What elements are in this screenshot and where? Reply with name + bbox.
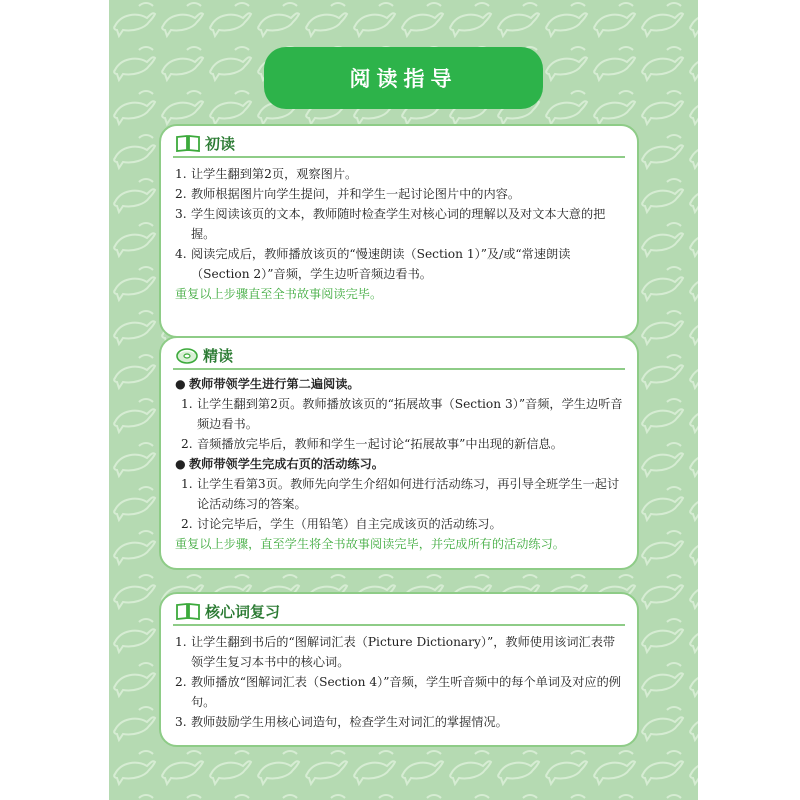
item-number: 1. [175, 635, 187, 649]
item-text: 让学生翻到第2页。教师播放该页的“拓展故事（Section 3）”音频，学生边听音频边看书。 [197, 397, 623, 431]
divider [173, 368, 625, 370]
section-first-reading [159, 124, 639, 338]
item-text: 让学生翻到第2页，观察图片。 [191, 167, 358, 181]
item-text: 音频播放完毕后，教师和学生一起讨论“拓展故事”中出现的新信息。 [197, 437, 563, 451]
item-number: 1. [181, 397, 193, 411]
section-close-reading [159, 336, 639, 570]
item-number: 1. [175, 167, 187, 181]
list-item [181, 474, 625, 514]
list-item [175, 672, 625, 712]
item-text: 教师播放“图解词汇表（Section 4）”音频，学生听音频中的每个单词及对应的例句。 [191, 675, 621, 709]
item-number: 3. [175, 715, 187, 729]
item-text: 教师鼓励学生用核心词造句，检查学生对词汇的掌握情况。 [191, 715, 508, 729]
list-item [181, 514, 625, 534]
sub-list [175, 394, 625, 454]
item-text: 让学生翻到书后的“图解词汇表（Picture Dictionary）”，教师使用该词汇表带领学生复习本书中的核心词。 [191, 635, 616, 669]
title-badge [264, 47, 543, 109]
repeat-note: 重复以上步骤直至全书故事阅读完毕。 [175, 287, 383, 301]
bullet-heading [175, 374, 625, 394]
section-title: 核心词复习 [205, 602, 281, 621]
list-item [175, 712, 625, 732]
section-core-word-review [159, 592, 639, 747]
book-icon [175, 133, 201, 153]
divider [173, 156, 625, 158]
bullet-dot: ● [175, 377, 186, 391]
section-header [175, 128, 235, 158]
item-number: 2. [175, 675, 187, 689]
list-item [175, 184, 625, 204]
list-item [175, 632, 625, 672]
repeat-note: 重复以上步骤，直至学生将全书故事阅读完毕，并完成所有的活动练习。 [175, 537, 565, 551]
list-item [175, 204, 625, 244]
book-icon [175, 601, 201, 621]
item-number: 1. [181, 477, 193, 491]
item-text: 阅读完成后，教师播放该页的“慢速朗读（Section 1）”及/或“常速朗读（Section 2）”音频，学生边听音频边看书。 [191, 247, 571, 281]
list-item [181, 434, 625, 454]
item-number: 2. [181, 517, 193, 531]
cd-icon [175, 345, 199, 365]
page-title: 阅读指导 [349, 67, 458, 91]
item-text: 讨论完毕后，学生（用铅笔）自主完成该页的活动练习。 [197, 517, 502, 531]
item-text: 让学生看第3页。教师先向学生介绍如何进行活动练习，再引导全班学生一起讨论活动练习的答案。 [197, 477, 620, 511]
bullet-text: 教师带领学生完成右页的活动练习。 [189, 457, 384, 471]
list-item [175, 244, 625, 284]
item-number: 2. [181, 437, 193, 451]
list-item [175, 164, 625, 184]
item-number: 4. [175, 247, 187, 261]
bullet-heading [175, 454, 625, 474]
item-text: 教师根据图片向学生提问，并和学生一起讨论图片中的内容。 [191, 187, 521, 201]
section-header [175, 596, 280, 626]
item-number: 2. [175, 187, 187, 201]
page-background [109, 0, 698, 800]
section-header [175, 340, 233, 370]
section-body [175, 374, 625, 554]
item-number: 3. [175, 207, 187, 221]
section-title: 初读 [205, 134, 236, 153]
section-body [175, 164, 625, 304]
section-body [175, 632, 625, 732]
item-text: 学生阅读该页的文本，教师随时检查学生对核心词的理解以及对文本大意的把握。 [191, 207, 606, 241]
sub-list [175, 474, 625, 534]
list-item [181, 394, 625, 434]
bullet-text: 教师带领学生进行第二遍阅读。 [189, 377, 360, 391]
section-title: 精读 [203, 346, 234, 365]
divider [173, 624, 625, 626]
bullet-dot: ● [175, 457, 186, 471]
